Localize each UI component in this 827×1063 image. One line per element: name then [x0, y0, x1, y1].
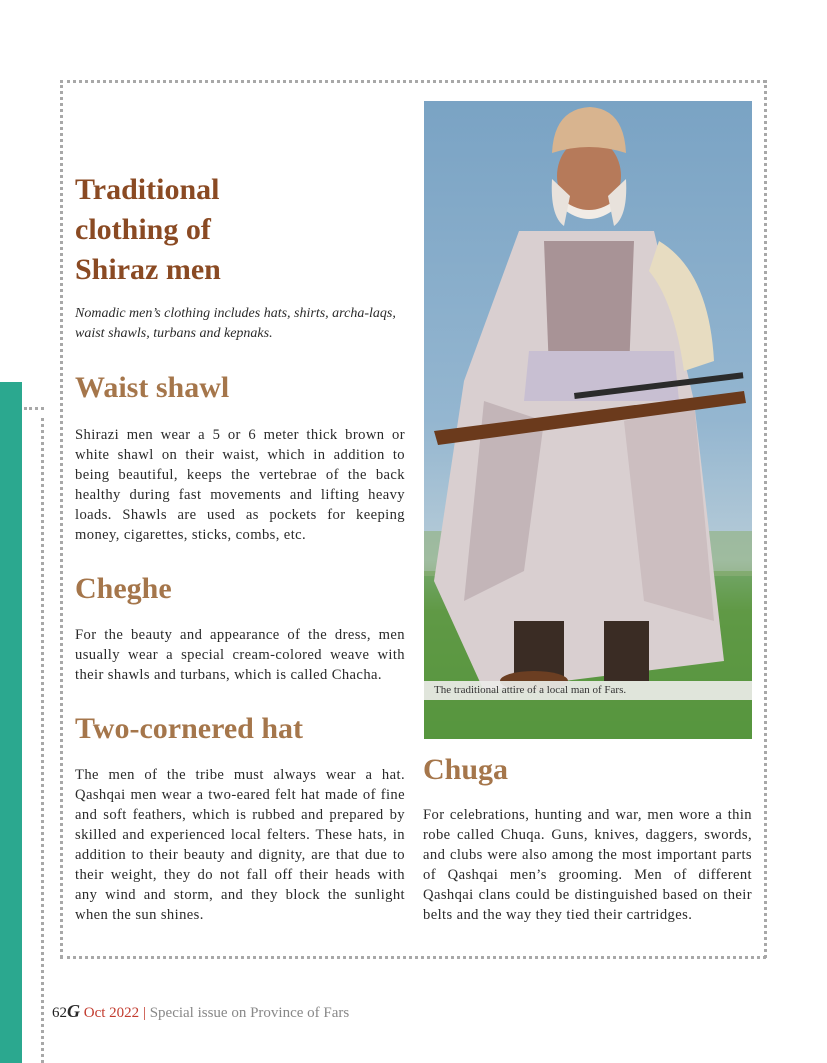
frame-right-dotted	[764, 80, 767, 958]
title-line-3: Shiraz men	[75, 253, 221, 286]
side-dotted-connector	[24, 407, 44, 410]
photo-illustration	[424, 101, 752, 739]
body-chuga: For celebrations, hunting and war, men wore a thin robe called Chuqa. Guns, knives, daggers, swords, and clubs were also among the most important parts of Qashqai men’s grooming. Men of different Qashqai clans could be distinguished based on their belts and the way they tied their cartridges.	[423, 807, 752, 923]
frame-left-dotted	[60, 80, 63, 958]
teal-accent-bar	[0, 382, 22, 1063]
issue-title: Special issue on Province of Fars	[149, 1005, 350, 1021]
frame-top-dotted	[60, 80, 766, 83]
heading-cheghe: Cheghe	[75, 572, 172, 605]
photo-local-man-of-fars	[424, 101, 752, 739]
article-title	[75, 170, 405, 290]
heading-waist-shawl: Waist shawl	[75, 371, 230, 404]
title-line-1: Traditional	[75, 173, 220, 206]
page-number: 62	[52, 1005, 67, 1021]
body-cheghe: For the beauty and appearance of the dress, men usually wear a special cream-colored weave with their shawls and turbans, which is called Chacha.	[75, 627, 405, 683]
heading-chuga: Chuga	[423, 753, 509, 786]
footer-separator: |	[142, 1005, 146, 1021]
side-dotted-line	[41, 418, 44, 1063]
photo-caption: The traditional attire of a local man of Fars.	[424, 681, 752, 700]
frame-bottom-dotted	[60, 956, 766, 959]
title-line-2: clothing of	[75, 213, 211, 246]
body-waist-shawl: Shirazi men wear a 5 or 6 meter thick brown or white shawl on their waist, which in addition to being beautiful, keeps the vertebrae of the back healthy during fast movements and lifting heavy loads. Shawls are used as pockets for keeping money, cigarettes, sticks, combs, etc.	[75, 427, 405, 543]
article-intro: Nomadic men’s clothing includes hats, shirts, archa-laqs, waist shawls, turbans and kepnaks.	[75, 306, 396, 341]
issue-date: Oct 2022	[83, 1005, 140, 1021]
page-footer	[52, 1001, 349, 1023]
magazine-logo: G	[67, 1001, 80, 1021]
body-two-cornered-hat: The men of the tribe must always wear a hat. Qashqai men wear a two-eared felt hat made of fine and soft feathers, which is rubbed and prepared by skilled and experienced local felters. These hats, in addition to their beauty and dignity, are that due to their weight, they do not fall off their heads with any wind and storm, and they block the sunlight when the sun shines.	[75, 767, 405, 923]
heading-two-cornered-hat: Two-cornered hat	[75, 712, 304, 745]
